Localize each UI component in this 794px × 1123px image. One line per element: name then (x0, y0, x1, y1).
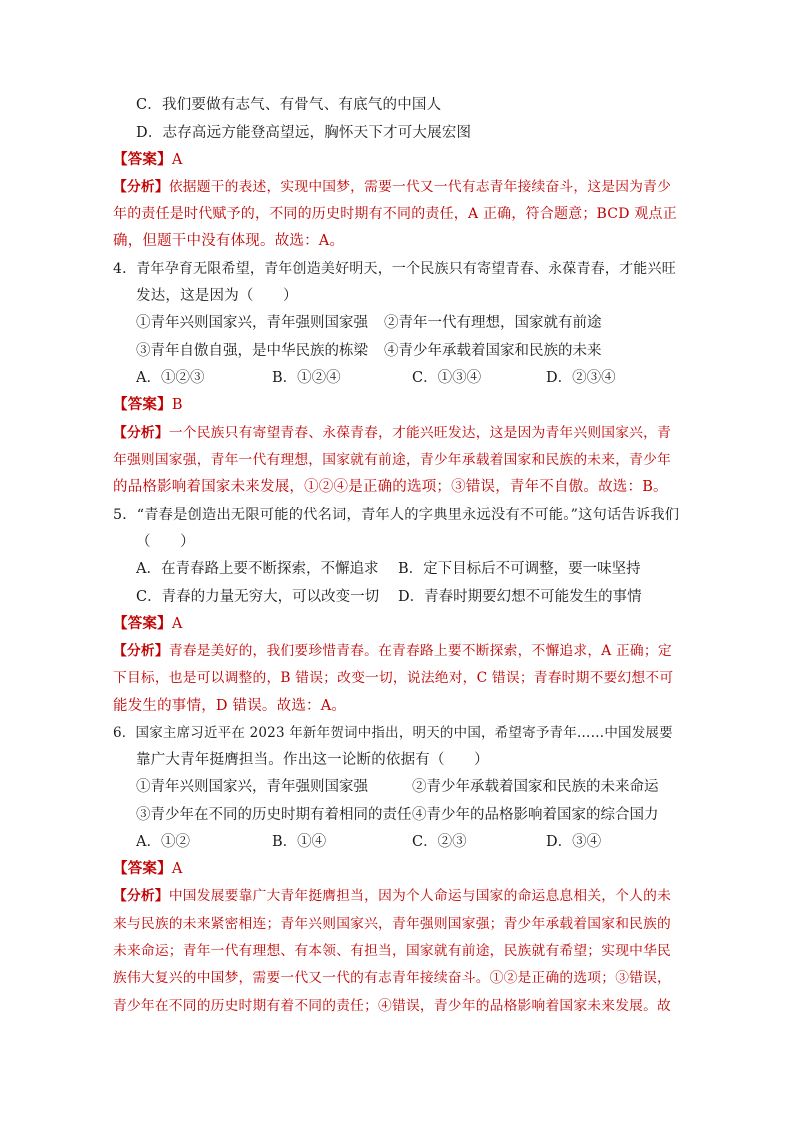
q4-item-4: ④青少年承载着国家和民族的未来 (384, 343, 602, 359)
q3-answer (113, 150, 182, 170)
q6-item-1: ①青年兴则国家兴，青年强则国家强 (136, 779, 368, 795)
q6-option-b: B．①④ (272, 834, 327, 850)
q4-stem-line-1: 4．青年孕育无限希望，青年创造美好明天，一个民族只有寄望青春、永葆青春，才能兴旺 (113, 261, 676, 277)
q5-option-c: C．青春的力量无穷大，可以改变一切 (136, 589, 380, 605)
q4-item-1: ①青年兴则国家兴，青年强则国家强 (136, 315, 368, 331)
q4-option-a: A．①②③ (136, 370, 205, 386)
q6-option-a: A．①② (136, 834, 190, 850)
q3-analysis-line-1: 【分析】依据题干的表述，实现中国梦，需要一代又一代有志青年接续奋斗，这是因为青少 (113, 179, 672, 195)
q6-item-4: ④青少年的品格影响着国家的综合国力 (412, 807, 659, 823)
q6-item-3: ③青少年在不同的历史时期有着相同的责任 (136, 807, 412, 823)
q5-analysis-line-3: 能发生的事情，D 错误。故选：A。 (113, 698, 347, 714)
q4-answer (113, 395, 183, 415)
q5-option-d: D．青春时期要幻想不可能发生的事情 (398, 589, 642, 605)
answer-tag: 【答案】 (113, 861, 172, 877)
q5-answer (113, 614, 182, 634)
q4-item-2: ②青年一代有理想，国家就有前途 (384, 315, 602, 331)
analysis-tag: 【分析】 (113, 643, 169, 659)
answer-value: A (171, 616, 183, 632)
q4-item-3: ③青年自傲自强，是中华民族的栋梁 (136, 343, 368, 359)
q6-stem-line-1: 6．国家主席习近平在 2023 年新年贺词中指出，明天的中国，希望寄予青年……中国发展要 (113, 725, 673, 741)
analysis-tag: 【分析】 (113, 179, 169, 195)
answer-tag: 【答案】 (113, 397, 172, 413)
q6-analysis-line-5: 青少年在不同的历史时期有着不同的责任；④错误，青少年的品格影响着国家未来发展。故 (113, 998, 672, 1014)
q4-stem-line-2: 发达，这是因为（ ） (136, 288, 298, 304)
q4-option-d: D．②③④ (546, 370, 616, 386)
answer-value: B (171, 397, 183, 413)
q6-analysis-line-3: 未来命运；青年一代有理想、有本领、有担当，国家就有前途，民族就有希望；实现中华民 (113, 943, 672, 959)
q4-analysis-line-1: 【分析】一个民族只有寄望青春、永葆青春，才能兴旺发达，这是因为青年兴则国家兴，青 (113, 425, 672, 441)
q4-analysis-line-2: 年强则国家强，青年一代有理想，国家就有前途，青少年承载着国家和民族的未来，青少年 (113, 452, 672, 468)
q6-stem-line-2: 靠广大青年挺膺担当。作出这一论断的依据有（ ） (136, 752, 489, 768)
answer-value: A (171, 861, 183, 877)
q5-analysis-line-2: 下目标，也是可以调整的，B 错误；改变一切，说法绝对，C 错误；青春时期不要幻想不可 (113, 670, 674, 686)
q3-option-c: C．我们要做有志气、有骨气、有底气的中国人 (136, 97, 442, 113)
q6-analysis-line-4: 族伟大复兴的中国梦，需要一代又一代的有志青年接续奋斗。①②是正确的选项；③错误， (113, 970, 672, 986)
q6-analysis-line-1: 【分析】中国发展要靠广大青年挺膺担当，因为个人命运与国家的命运息息相关，个人的未 (113, 888, 672, 904)
answer-tag: 【答案】 (113, 152, 172, 168)
q6-answer (113, 859, 182, 879)
q6-item-2: ②青少年承载着国家和民族的未来命运 (412, 779, 659, 795)
q3-analysis-line-2: 年的责任是时代赋予的，不同的历史时期有不同的责任，A 正确，符合题意；BCD 观点正 (113, 206, 677, 222)
analysis-tag: 【分析】 (113, 888, 169, 904)
q5-stem-line-2: （ ） (136, 534, 195, 550)
q5-option-b: B．定下目标后不可调整，要一味坚持 (398, 561, 641, 577)
q3-option-d: D．志存高远方能登高望远，胸怀天下才可大展宏图 (136, 125, 472, 141)
q6-option-d: D．③④ (546, 834, 602, 850)
answer-tag: 【答案】 (113, 616, 172, 632)
q4-analysis-line-3: 的品格影响着国家未来发展，①②④是正确的选项；③错误，青年不自傲。故选：B。 (113, 479, 668, 495)
q3-analysis-line-3: 确，但题干中没有体现。故选：A。 (113, 233, 345, 249)
q5-stem-line-1: 5．“青春是创造出无限可能的代名词，青年人的字典里永远没有不可能。”这句话告诉我们 (113, 507, 680, 523)
q5-option-a: A．在青春路上要不断探索，不懈追求 (136, 561, 379, 577)
q6-option-c: C．②③ (412, 834, 467, 850)
q5-analysis-line-1: 【分析】青春是美好的，我们要珍惜青春。在青春路上要不断探索，不懈追求，A 正确；定 (113, 643, 672, 659)
q6-analysis-line-2: 来与民族的未来紧密相连；青年兴则国家兴，青年强则国家强；青少年承载着国家和民族的 (113, 916, 672, 932)
q4-option-b: B．①②④ (272, 370, 341, 386)
answer-value: A (171, 152, 183, 168)
q4-option-c: C．①③④ (412, 370, 482, 386)
analysis-tag: 【分析】 (113, 425, 169, 441)
